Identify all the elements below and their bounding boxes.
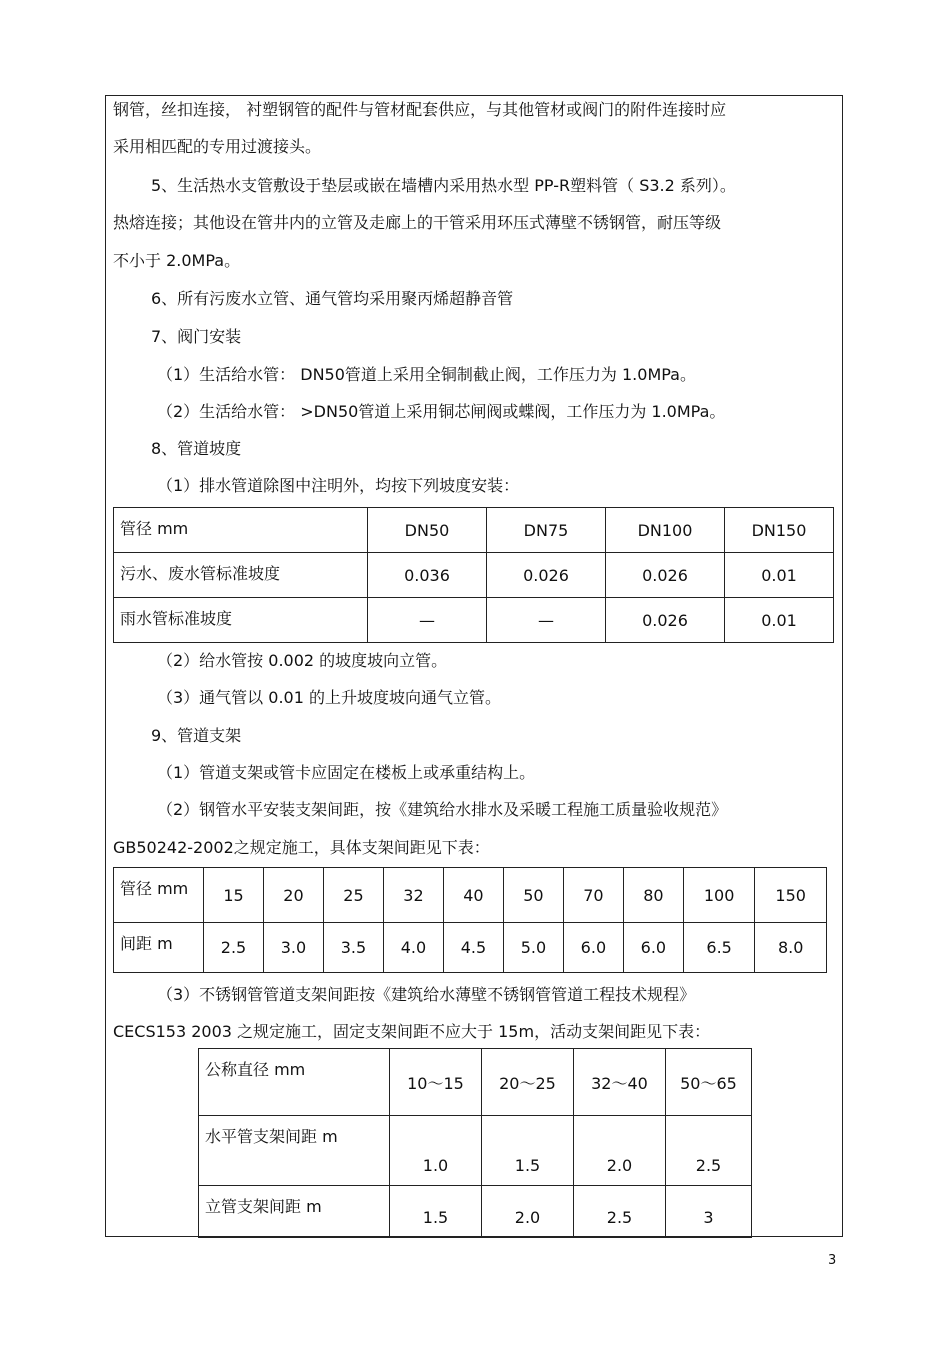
table-cell: 1.0 (390, 1116, 482, 1186)
table-cell: 15 (204, 868, 264, 923)
table-row (199, 1049, 752, 1116)
table-row (199, 1186, 752, 1238)
table-cell: 0.01 (725, 598, 834, 643)
text-line: 不小于 2.0MPa。 (113, 251, 241, 270)
section-heading: 7、阀门安装 (151, 327, 242, 346)
table-cell: 管径 mm (114, 508, 368, 553)
table-cell: 6.0 (563, 923, 623, 973)
text-line: （2）生活给水管： >DN50管道上采用铜芯闸阀或蝶阀，工作压力为 1.0MPa。 (157, 402, 726, 421)
table-row (114, 553, 834, 598)
table-cell: 20～25 (482, 1049, 574, 1116)
table-cell: 立管支架间距 m (199, 1186, 390, 1238)
table-row (199, 1116, 752, 1186)
table-cell: 0.026 (606, 553, 725, 598)
table-cell: 0.036 (368, 553, 487, 598)
table-cell: 2.5 (666, 1116, 752, 1186)
table-cell: 2.5 (574, 1186, 666, 1238)
table-cell: — (487, 598, 606, 643)
text-line: （3）通气管以 0.01 的上升坡度坡向通气立管。 (157, 688, 501, 707)
table-row (114, 923, 827, 973)
table-cell: DN50 (368, 508, 487, 553)
table-cell: 32 (383, 868, 443, 923)
text-line: 6、所有污废水立管、通气管均采用聚丙烯超静音管 (151, 289, 514, 308)
table-row (114, 598, 834, 643)
text-line: 采用相匹配的专用过渡接头。 (113, 137, 322, 156)
table-cell: 5.0 (503, 923, 563, 973)
table-cell: DN100 (606, 508, 725, 553)
text-line: （1）生活给水管： DN50管道上采用全铜制截止阀，工作压力为 1.0MPa。 (157, 365, 696, 384)
table-cell: DN75 (487, 508, 606, 553)
text-line: （1）管道支架或管卡应固定在楼板上或承重结构上。 (157, 763, 536, 782)
table-cell: 6.5 (683, 923, 755, 973)
table-cell: 0.026 (487, 553, 606, 598)
table-cell: 50 (503, 868, 563, 923)
stainless-support-table (198, 1048, 752, 1238)
slope-table (113, 507, 834, 643)
table-cell: 20 (263, 868, 323, 923)
text-line: GB50242-2002之规定施工，具体支架间距见下表： (113, 838, 490, 857)
section-heading: 9、管道支架 (151, 726, 242, 745)
table-cell: 3.0 (263, 923, 323, 973)
table-cell: 3 (666, 1186, 752, 1238)
table-cell: 4.5 (443, 923, 503, 973)
table-cell: 10～15 (390, 1049, 482, 1116)
table-cell: — (368, 598, 487, 643)
table-cell: 6.0 (623, 923, 683, 973)
table-cell: DN150 (725, 508, 834, 553)
table-cell: 2.0 (482, 1186, 574, 1238)
table-cell: 1.5 (390, 1186, 482, 1238)
table-row (114, 868, 827, 923)
table-cell: 公称直径 mm (199, 1049, 390, 1116)
table-cell: 雨水管标准坡度 (114, 598, 368, 643)
text-line: （2）钢管水平安装支架间距，按《建筑给水排水及采暖工程施工质量验收规范》 (157, 800, 728, 819)
text-line: （1）排水管道除图中注明外，均按下列坡度安装： (157, 476, 520, 495)
table-cell: 80 (623, 868, 683, 923)
table-cell: 2.5 (204, 923, 264, 973)
text-line: （2）给水管按 0.002 的坡度坡向立管。 (157, 651, 448, 670)
table-cell: 70 (563, 868, 623, 923)
table-cell: 4.0 (383, 923, 443, 973)
page-number: 3 (828, 1253, 837, 1268)
table-cell: 8.0 (755, 923, 827, 973)
table-row (114, 508, 834, 553)
section-heading: 8、管道坡度 (151, 439, 242, 458)
table-cell: 管径 mm (114, 868, 204, 923)
table-cell: 100 (683, 868, 755, 923)
text-line: （3）不锈钢管管道支架间距按《建筑给水薄壁不锈钢管管道工程技术规程》 (157, 985, 696, 1004)
table-cell: 32～40 (574, 1049, 666, 1116)
table-cell: 0.026 (606, 598, 725, 643)
text-line: 热熔连接；其他设在管井内的立管及走廊上的干管采用环压式薄壁不锈钢管，耐压等级 (113, 213, 722, 232)
table-cell: 150 (755, 868, 827, 923)
text-line: CECS153 2003 之规定施工，固定支架间距不应大于 15m，活动支架间距见下表： (113, 1022, 711, 1041)
text-line: 5、生活热水支管敷设于垫层或嵌在墙槽内采用热水型 PP-R塑料管（ S3.2 系列）。 (151, 176, 736, 195)
table-cell: 40 (443, 868, 503, 923)
table-cell: 50～65 (666, 1049, 752, 1116)
table-cell: 水平管支架间距 m (199, 1116, 390, 1186)
text-line: 钢管，丝扣连接， 衬塑钢管的配件与管材配套供应，与其他管材或阀门的附件连接时应 (113, 100, 727, 119)
table-cell: 1.5 (482, 1116, 574, 1186)
table-cell: 0.01 (725, 553, 834, 598)
table-cell: 间距 m (114, 923, 204, 973)
table-cell: 污水、废水管标准坡度 (114, 553, 368, 598)
table-cell: 3.5 (323, 923, 383, 973)
steel-support-table (113, 867, 827, 973)
table-cell: 25 (323, 868, 383, 923)
table-cell: 2.0 (574, 1116, 666, 1186)
